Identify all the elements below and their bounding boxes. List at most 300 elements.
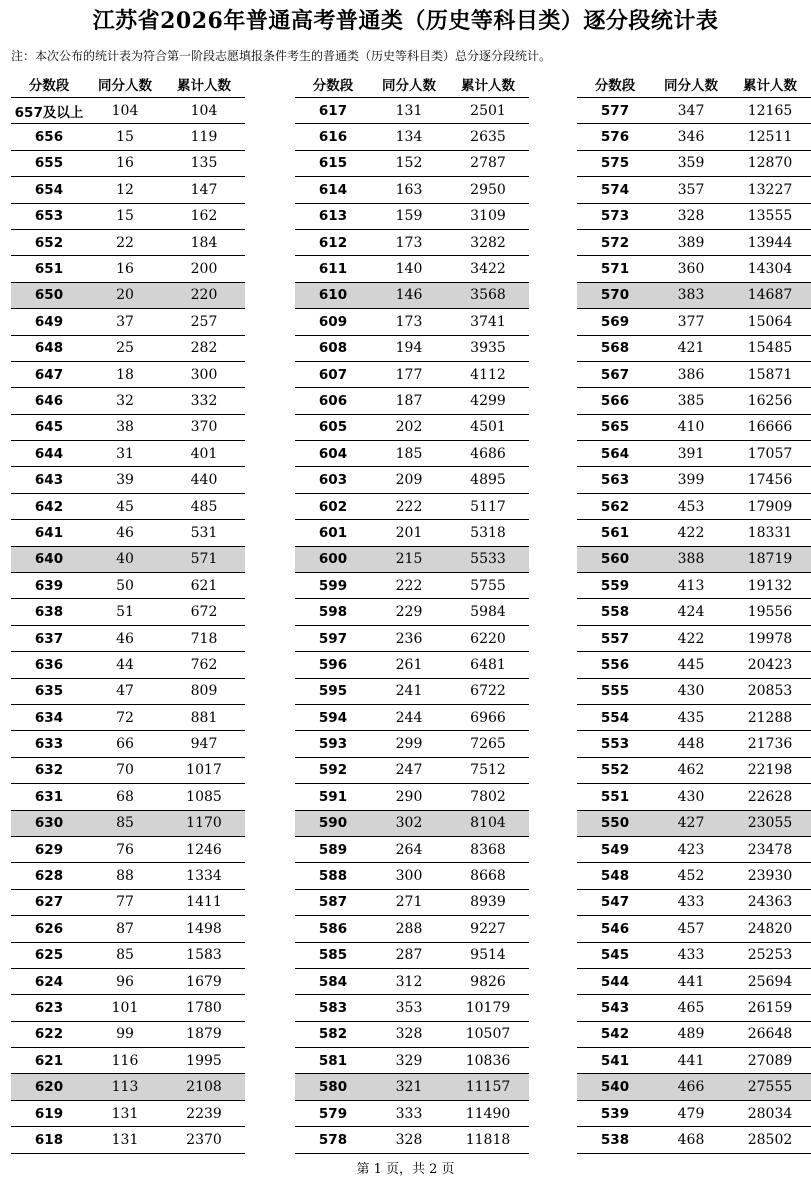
header-score: 分数段 xyxy=(312,78,354,94)
table-row xyxy=(11,758,245,784)
same-count-cell: 385 xyxy=(677,392,705,409)
cumulative-cell: 2370 xyxy=(186,1131,222,1148)
cumulative-cell: 23930 xyxy=(747,868,793,885)
table-note: 注：本次公布的统计表为符合第一阶段志愿填报条件考生的普通类（历史等科目类）总分逐分段统计。 xyxy=(11,49,552,63)
score-cell: 579 xyxy=(318,1105,348,1122)
table-row xyxy=(577,731,811,757)
cumulative-cell: 6481 xyxy=(470,656,506,673)
table-row xyxy=(11,679,245,705)
score-cell: 605 xyxy=(318,419,348,436)
same-count-cell: 140 xyxy=(395,261,423,278)
cumulative-cell: 20853 xyxy=(747,683,793,700)
score-cell: 643 xyxy=(34,472,64,489)
score-cell: 574 xyxy=(600,181,630,198)
score-cell: 630 xyxy=(34,815,64,832)
page-title: 江苏省2026年普通高考普通类（历史等科目类）逐分段统计表 xyxy=(92,8,719,34)
same-count-cell: 12 xyxy=(116,181,134,198)
cumulative-cell: 5318 xyxy=(470,524,506,541)
same-count-cell: 261 xyxy=(395,656,423,673)
score-cell: 644 xyxy=(34,445,64,462)
score-cell: 601 xyxy=(318,524,348,541)
cumulative-cell: 672 xyxy=(190,604,218,621)
cumulative-cell: 5533 xyxy=(470,551,506,568)
table-row xyxy=(11,151,245,177)
same-count-cell: 116 xyxy=(111,1052,139,1069)
score-cell: 569 xyxy=(600,313,630,330)
cumulative-cell: 12870 xyxy=(747,155,793,172)
table-row xyxy=(11,943,245,969)
same-count-cell: 222 xyxy=(395,498,423,515)
cumulative-cell: 17057 xyxy=(747,445,793,462)
same-count-cell: 430 xyxy=(677,683,705,700)
cumulative-cell: 1879 xyxy=(186,1026,222,1043)
cumulative-cell: 531 xyxy=(190,524,218,541)
table-row xyxy=(295,1022,529,1048)
table-row xyxy=(11,230,245,256)
table-row xyxy=(577,784,811,810)
same-count-cell: 264 xyxy=(395,841,423,858)
score-cell: 582 xyxy=(318,1026,348,1043)
score-cell: 575 xyxy=(600,155,630,172)
table-row xyxy=(11,124,245,150)
score-cell: 543 xyxy=(600,999,630,1016)
table-row xyxy=(11,969,245,995)
cumulative-cell: 1246 xyxy=(186,841,222,858)
table-row xyxy=(11,204,245,230)
score-cell: 607 xyxy=(318,366,348,383)
score-cell: 566 xyxy=(600,392,630,409)
table-row xyxy=(577,916,811,942)
cumulative-cell: 10179 xyxy=(465,999,511,1016)
score-cell: 561 xyxy=(600,524,630,541)
cumulative-cell: 257 xyxy=(190,313,218,330)
table-row xyxy=(577,1022,811,1048)
same-count-cell: 146 xyxy=(395,287,423,304)
table-row xyxy=(11,573,245,599)
same-count-cell: 441 xyxy=(677,973,705,990)
table-row xyxy=(577,283,811,309)
same-count-cell: 99 xyxy=(116,1026,134,1043)
score-cell: 546 xyxy=(600,920,630,937)
same-count-cell: 173 xyxy=(395,234,423,251)
score-cell: 593 xyxy=(318,736,348,753)
same-count-cell: 87 xyxy=(116,920,134,937)
cumulative-cell: 24363 xyxy=(747,894,793,911)
score-cell: 577 xyxy=(600,102,630,119)
same-count-cell: 85 xyxy=(116,815,134,832)
table-row xyxy=(295,784,529,810)
same-count-cell: 222 xyxy=(395,577,423,594)
same-count-cell: 346 xyxy=(677,129,705,146)
score-cell: 567 xyxy=(600,366,630,383)
cumulative-cell: 2108 xyxy=(186,1079,222,1096)
table-row xyxy=(11,415,245,441)
score-cell: 596 xyxy=(318,656,348,673)
score-cell: 542 xyxy=(600,1026,630,1043)
score-cell: 600 xyxy=(318,551,348,568)
cumulative-cell: 25253 xyxy=(747,947,793,964)
table-row xyxy=(11,467,245,493)
header-score: 分数段 xyxy=(28,78,70,94)
same-count-cell: 468 xyxy=(677,1131,705,1148)
table-row xyxy=(11,1127,245,1153)
cumulative-cell: 162 xyxy=(190,208,218,225)
same-count-cell: 68 xyxy=(116,788,134,805)
cumulative-cell: 17909 xyxy=(747,498,793,515)
score-cell: 641 xyxy=(34,524,64,541)
score-cell: 626 xyxy=(34,920,64,937)
same-count-cell: 247 xyxy=(395,762,423,779)
cumulative-cell: 7512 xyxy=(470,762,506,779)
score-cell: 612 xyxy=(318,234,348,251)
table-row xyxy=(11,837,245,863)
cumulative-cell: 1334 xyxy=(186,868,222,885)
cumulative-cell: 23478 xyxy=(747,841,793,858)
cumulative-cell: 5755 xyxy=(470,577,506,594)
score-cell: 629 xyxy=(34,841,64,858)
score-cell: 584 xyxy=(318,973,348,990)
cumulative-cell: 23055 xyxy=(747,815,793,832)
score-cell: 556 xyxy=(600,656,630,673)
page-footer: 第 1 页，共 2 页 xyxy=(356,1162,455,1177)
cumulative-cell: 1498 xyxy=(186,920,222,937)
cumulative-cell: 28034 xyxy=(747,1105,793,1122)
same-count-cell: 357 xyxy=(677,181,705,198)
score-cell: 614 xyxy=(318,181,348,198)
same-count-cell: 96 xyxy=(116,973,134,990)
same-count-cell: 50 xyxy=(116,577,134,594)
table-row xyxy=(295,151,529,177)
same-count-cell: 229 xyxy=(395,604,423,621)
same-count-cell: 353 xyxy=(395,999,423,1016)
cumulative-cell: 1085 xyxy=(186,788,222,805)
table-row xyxy=(295,652,529,678)
column-header-row xyxy=(577,71,811,98)
table-row xyxy=(295,283,529,309)
cumulative-cell: 22198 xyxy=(747,762,793,779)
table-row xyxy=(577,441,811,467)
same-count-cell: 457 xyxy=(677,920,705,937)
cumulative-cell: 21736 xyxy=(747,736,793,753)
score-cell: 548 xyxy=(600,868,630,885)
same-count-cell: 236 xyxy=(395,630,423,647)
cumulative-cell: 881 xyxy=(190,709,218,726)
score-cell: 654 xyxy=(34,181,64,198)
table-row xyxy=(11,1048,245,1074)
score-cell: 619 xyxy=(34,1105,64,1122)
table-row xyxy=(11,283,245,309)
same-count-cell: 185 xyxy=(395,445,423,462)
table-row xyxy=(295,177,529,203)
score-cell: 553 xyxy=(600,736,630,753)
cumulative-cell: 4299 xyxy=(470,392,506,409)
same-count-cell: 302 xyxy=(395,815,423,832)
table-row xyxy=(295,336,529,362)
same-count-cell: 299 xyxy=(395,736,423,753)
table-row xyxy=(11,995,245,1021)
same-count-cell: 104 xyxy=(111,102,139,119)
table-row xyxy=(295,204,529,230)
table-row xyxy=(11,336,245,362)
table-row xyxy=(577,547,811,573)
same-count-cell: 312 xyxy=(395,973,423,990)
table-row xyxy=(295,494,529,520)
cumulative-cell: 947 xyxy=(190,736,218,753)
same-count-cell: 187 xyxy=(395,392,423,409)
table-row xyxy=(11,177,245,203)
cumulative-cell: 1170 xyxy=(186,815,222,832)
score-cell: 570 xyxy=(600,287,630,304)
table-row xyxy=(11,916,245,942)
table-row xyxy=(295,547,529,573)
cumulative-cell: 12511 xyxy=(747,129,793,146)
column-header-row xyxy=(295,71,529,98)
table-row xyxy=(295,1074,529,1100)
same-count-cell: 16 xyxy=(116,261,134,278)
cumulative-cell: 27555 xyxy=(747,1079,793,1096)
same-count-cell: 399 xyxy=(677,472,705,489)
table-row xyxy=(295,995,529,1021)
cumulative-cell: 2501 xyxy=(470,102,506,119)
score-cell: 581 xyxy=(318,1052,348,1069)
table-row xyxy=(577,151,811,177)
table-row xyxy=(577,1048,811,1074)
table-row xyxy=(295,811,529,837)
score-cell: 627 xyxy=(34,894,64,911)
score-table-column-3 xyxy=(577,71,811,1154)
same-count-cell: 20 xyxy=(116,287,134,304)
table-row xyxy=(577,626,811,652)
same-count-cell: 131 xyxy=(395,102,423,119)
cumulative-cell: 15064 xyxy=(747,313,793,330)
table-row xyxy=(577,362,811,388)
same-count-cell: 288 xyxy=(395,920,423,937)
score-cell: 547 xyxy=(600,894,630,911)
same-count-cell: 18 xyxy=(116,366,134,383)
score-cell: 623 xyxy=(34,999,64,1016)
same-count-cell: 38 xyxy=(116,419,134,436)
table-row xyxy=(577,837,811,863)
score-cell: 588 xyxy=(318,868,348,885)
cumulative-cell: 2635 xyxy=(470,129,506,146)
cumulative-cell: 571 xyxy=(190,551,218,568)
table-row xyxy=(295,362,529,388)
table-row xyxy=(295,731,529,757)
column-header-row xyxy=(11,71,245,98)
score-cell: 559 xyxy=(600,577,630,594)
table-row xyxy=(295,520,529,546)
same-count-cell: 209 xyxy=(395,472,423,489)
score-cell: 590 xyxy=(318,815,348,832)
same-count-cell: 66 xyxy=(116,736,134,753)
score-table-column-2 xyxy=(295,71,529,1154)
table-row xyxy=(11,441,245,467)
score-cell: 603 xyxy=(318,472,348,489)
same-count-cell: 131 xyxy=(111,1131,139,1148)
cumulative-cell: 17456 xyxy=(747,472,793,489)
cumulative-cell: 762 xyxy=(190,656,218,673)
same-count-cell: 177 xyxy=(395,366,423,383)
score-cell: 598 xyxy=(318,604,348,621)
table-row xyxy=(295,256,529,282)
score-cell: 549 xyxy=(600,841,630,858)
same-count-cell: 413 xyxy=(677,577,705,594)
score-cell: 592 xyxy=(318,762,348,779)
table-row xyxy=(295,1127,529,1153)
score-cell: 611 xyxy=(318,261,348,278)
header-same-count: 同分人数 xyxy=(664,78,718,94)
table-row xyxy=(295,679,529,705)
cumulative-cell: 332 xyxy=(190,392,218,409)
table-row xyxy=(295,467,529,493)
score-cell: 657及以上 xyxy=(14,104,84,121)
cumulative-cell: 2239 xyxy=(186,1105,222,1122)
table-row xyxy=(295,388,529,414)
cumulative-cell: 184 xyxy=(190,234,218,251)
score-cell: 618 xyxy=(34,1131,64,1148)
same-count-cell: 72 xyxy=(116,709,134,726)
cumulative-cell: 5117 xyxy=(470,498,506,515)
score-cell: 560 xyxy=(600,551,630,568)
same-count-cell: 101 xyxy=(111,999,139,1016)
same-count-cell: 360 xyxy=(677,261,705,278)
table-row xyxy=(11,388,245,414)
same-count-cell: 448 xyxy=(677,736,705,753)
score-cell: 557 xyxy=(600,630,630,647)
score-cell: 587 xyxy=(318,894,348,911)
same-count-cell: 215 xyxy=(395,551,423,568)
cumulative-cell: 300 xyxy=(190,366,218,383)
cumulative-cell: 8368 xyxy=(470,841,506,858)
table-row xyxy=(577,652,811,678)
table-row xyxy=(11,705,245,731)
same-count-cell: 441 xyxy=(677,1052,705,1069)
same-count-cell: 388 xyxy=(677,551,705,568)
score-cell: 645 xyxy=(34,419,64,436)
same-count-cell: 328 xyxy=(395,1131,423,1148)
header-cumulative: 累计人数 xyxy=(743,78,797,94)
table-row xyxy=(577,863,811,889)
same-count-cell: 22 xyxy=(116,234,134,251)
table-row xyxy=(11,890,245,916)
cumulative-cell: 14687 xyxy=(747,287,793,304)
same-count-cell: 435 xyxy=(677,709,705,726)
score-cell: 551 xyxy=(600,788,630,805)
cumulative-cell: 10507 xyxy=(465,1026,511,1043)
same-count-cell: 466 xyxy=(677,1079,705,1096)
table-row xyxy=(295,890,529,916)
cumulative-cell: 16666 xyxy=(747,419,793,436)
same-count-cell: 46 xyxy=(116,524,134,541)
cumulative-cell: 147 xyxy=(190,181,218,198)
cumulative-cell: 8668 xyxy=(470,868,506,885)
table-row xyxy=(577,1101,811,1127)
same-count-cell: 39 xyxy=(116,472,134,489)
score-cell: 634 xyxy=(34,709,64,726)
table-row xyxy=(295,943,529,969)
same-count-cell: 37 xyxy=(116,313,134,330)
same-count-cell: 194 xyxy=(395,340,423,357)
cumulative-cell: 1780 xyxy=(186,999,222,1016)
table-row xyxy=(11,599,245,625)
score-cell: 555 xyxy=(600,683,630,700)
cumulative-cell: 3109 xyxy=(470,208,506,225)
score-cell: 554 xyxy=(600,709,630,726)
score-cell: 552 xyxy=(600,762,630,779)
cumulative-cell: 14304 xyxy=(747,261,793,278)
cumulative-cell: 13555 xyxy=(747,208,793,225)
score-cell: 578 xyxy=(318,1131,348,1148)
same-count-cell: 131 xyxy=(111,1105,139,1122)
score-cell: 606 xyxy=(318,392,348,409)
score-cell: 565 xyxy=(600,419,630,436)
score-cell: 617 xyxy=(318,102,348,119)
header-same-count: 同分人数 xyxy=(382,78,436,94)
same-count-cell: 44 xyxy=(116,656,134,673)
table-row xyxy=(577,520,811,546)
score-cell: 648 xyxy=(34,340,64,357)
same-count-cell: 15 xyxy=(116,129,134,146)
cumulative-cell: 25694 xyxy=(747,973,793,990)
same-count-cell: 422 xyxy=(677,524,705,541)
score-cell: 571 xyxy=(600,261,630,278)
table-row xyxy=(577,336,811,362)
table-row xyxy=(295,863,529,889)
score-cell: 646 xyxy=(34,392,64,409)
cumulative-cell: 6722 xyxy=(470,683,506,700)
score-cell: 576 xyxy=(600,129,630,146)
cumulative-cell: 3568 xyxy=(470,287,506,304)
score-cell: 563 xyxy=(600,472,630,489)
same-count-cell: 427 xyxy=(677,815,705,832)
same-count-cell: 51 xyxy=(116,604,134,621)
same-count-cell: 328 xyxy=(677,208,705,225)
same-count-cell: 113 xyxy=(111,1079,139,1096)
same-count-cell: 347 xyxy=(677,102,705,119)
table-row xyxy=(577,467,811,493)
cumulative-cell: 485 xyxy=(190,498,218,515)
cumulative-cell: 4895 xyxy=(470,472,506,489)
cumulative-cell: 18719 xyxy=(747,551,793,568)
cumulative-cell: 9514 xyxy=(470,947,506,964)
table-row xyxy=(577,309,811,335)
table-row xyxy=(11,784,245,810)
score-cell: 621 xyxy=(34,1052,64,1069)
cumulative-cell: 11490 xyxy=(465,1105,511,1122)
table-row xyxy=(577,256,811,282)
cumulative-cell: 621 xyxy=(190,577,218,594)
score-cell: 538 xyxy=(600,1131,630,1148)
header-cumulative: 累计人数 xyxy=(177,78,231,94)
same-count-cell: 465 xyxy=(677,999,705,1016)
score-table-column-1 xyxy=(11,71,245,1154)
same-count-cell: 453 xyxy=(677,498,705,515)
table-row xyxy=(295,758,529,784)
same-count-cell: 328 xyxy=(395,1026,423,1043)
cumulative-cell: 13944 xyxy=(747,234,793,251)
table-row xyxy=(577,388,811,414)
score-cell: 633 xyxy=(34,736,64,753)
same-count-cell: 159 xyxy=(395,208,423,225)
score-cell: 589 xyxy=(318,841,348,858)
cumulative-cell: 1583 xyxy=(186,947,222,964)
table-row xyxy=(11,1101,245,1127)
table-row xyxy=(11,362,245,388)
header-same-count: 同分人数 xyxy=(98,78,152,94)
same-count-cell: 163 xyxy=(395,181,423,198)
score-cell: 545 xyxy=(600,947,630,964)
same-count-cell: 88 xyxy=(116,868,134,885)
